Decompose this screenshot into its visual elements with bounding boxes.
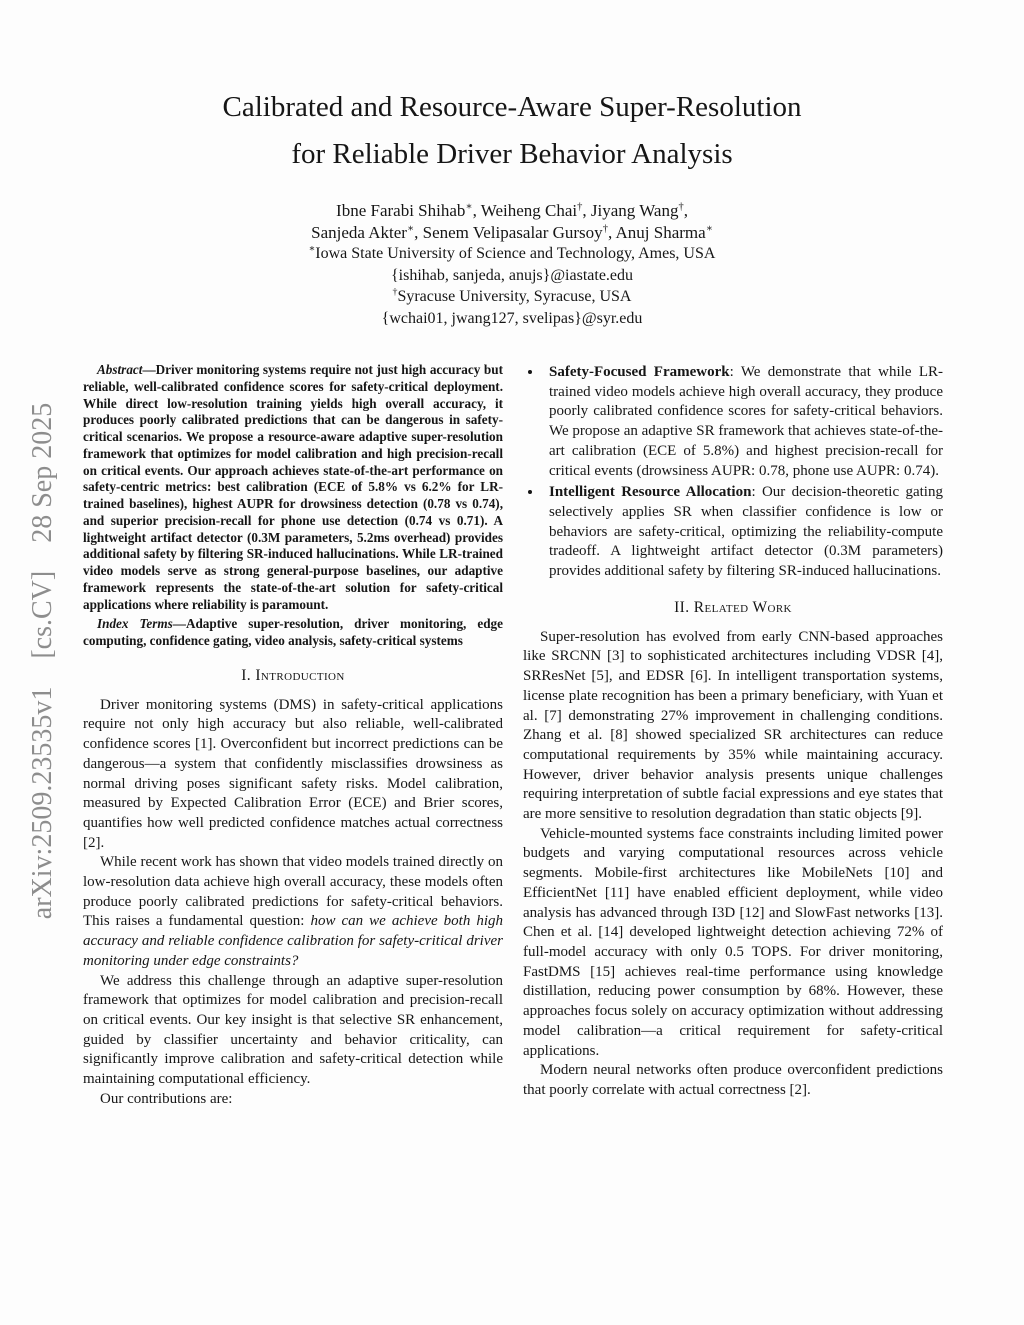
abstract-paragraph: Abstract—Driver monitoring systems require not just high accuracy but reliable, well-calibrated confidence scores for safety-critical deployment. While direct low-resolution training yields high overall accuracy, it produces poorly calibrated predictions that can be dangerous in safety-critical scenarios. We propose a resource-aware adaptive super-resolution framework that optimizes for model calibration and high precision-recall on critical events. Our approach achieves state-of-the-art performance on safety-centric metrics: best calibration (ECE of 5.8% vs 6.2% for LR-trained baselines), highest AUPR for drowsiness detection (0.78 vs 0.74), and superior precision-recall for phone use detection (0.74 vs 0.71). A lightweight artifact detector (0.3M parameters, 5.2ms overhead) provides additional safety by filtering SR-induced hallucinations. While LR-trained video models serve as strong general-purpose baselines, our adaptive framework represents the state-of-the-art solution for safety-critical applications where reliability is paramount.: [83, 362, 503, 612]
section-heading-related-work: II. Related Work: [674, 598, 792, 616]
intro-paragraph-2: While recent work has shown that video models trained directly on low-resolution data achieve high overall accuracy, these models often produce poorly calibrated predictions for safety-critical behaviors. This raises a fundamental question: how can we achieve both high accuracy and reliable confidence calibration for safety-critical driver monitoring under edge constraints?: [83, 854, 503, 969]
paper-title-line1: Calibrated and Resource-Aware Super-Resolution: [222, 91, 802, 123]
paper-title-line2: for Reliable Driver Behavior Analysis: [291, 138, 733, 170]
related-work-paragraph-3: Modern neural networks often produce overconfident predictions that poorly correlate with actual correctness [2].: [523, 1062, 943, 1098]
authors-block: [0, 200, 1024, 329]
right-column: [523, 362, 943, 1101]
affiliation-line-2: †Syracuse University, Syracuse, USA: [392, 286, 632, 305]
index-terms-paragraph: Index Terms—Adaptive super-resolution, driver monitoring, edge computing, confidence gating, video analysis, safety-critical systems: [83, 616, 503, 648]
contributions-list: [523, 363, 943, 582]
left-column: [83, 362, 503, 1110]
affiliation-line-1: ∗Iowa State University of Science and Technology, Ames, USA: [308, 243, 716, 262]
contributions-lead: Our contributions are:: [100, 1090, 233, 1107]
related-work-paragraph-2: Vehicle-mounted systems face constraints including limited power budgets and varying computational resources across vehicle segments. Mobile-first architectures like MobileNets [10] and EfficientNet [11] have enabled efficient deployment, while video analysis has advanced through I3D [12] and SlowFast networks [13]. Chen et al. [14] developed lightweight detection achieving 72% of full-model accuracy with only 0.5 TOPS. For driver monitoring, FastDMS [15] achieves real-time performance using knowledge distillation, reducing power consumption by 68%. However, these approaches focus solely on accuracy optimization without addressing model calibration—a critical requirement for safety-critical applications.: [523, 825, 943, 1059]
email-line-2: {wchai01, jwang127, svelipas}@syr.edu: [381, 309, 643, 327]
intro-paragraph-3: We address this challenge through an adaptive super-resolution framework that optimizes for model calibration and precision-recall on critical events. Our key insight is that selective SR enhancement, guided by classifier uncertainty and behavior criticality, can significantly improve calibration and safety-critical detection while maintaining computational efficiency.: [83, 972, 503, 1088]
related-work-paragraph-1: Super-resolution has evolved from early CNN-based approaches like SRCNN [3] to sophisticated architectures including VDSR [4], SRResNet [5], and EDSR [6]. In intelligent transportation systems, license plate recognition has been a primary beneficiary, with Yuan et al. [7] demonstrating 27% improvement in challenging conditions. Zhang et al. [8] showed specialized SR architectures can reduce computational requirements by 35% while maintaining accuracy. However, driver behavior analysis presents unique challenges requiring interpretation of subtle facial expressions and eye states that are more sensitive to resolution degradation than static objects [9].: [523, 628, 943, 823]
author-line-1: Ibne Farabi Shihab∗, Weiheng Chai†, Jiyang Wang†,: [336, 201, 688, 220]
contribution-item-intelligent-resource-allocation: • Intelligent Resource Allocation: Our decision-theoretic gating selectively applies SR when classifier confidence is low or behaviors are safety-critical, optimizing the reliability-compute tradeoff. A lightweight artifact detector (0.3M parameters) provides additional safety by filtering SR-induced hallucinations.: [543, 483, 943, 582]
arxiv-watermark: arXiv:2509.23535v1 [cs.CV] 28 Sep 2025: [27, 402, 58, 920]
email-line-1: {ishihab, sanjeda, anujs}@iastate.edu: [390, 266, 634, 284]
paper-title: [0, 84, 1024, 178]
contribution-item-safety-focused-framework: • Safety-Focused Framework: We demonstrate that while LR-trained video models achieve high overall accuracy, they produce poorly calibrated confidence scores for safety-critical behaviors. We propose an adaptive SR framework that achieves state-of-the-art calibration (ECE of 5.8%) and highest precision-recall for critical events (drowsiness AUPR: 0.78, phone use AUPR: 0.74).: [543, 363, 943, 481]
author-line-2: Sanjeda Akter∗, Senem Velipasalar Gursoy†, Anuj Sharma∗: [311, 222, 713, 242]
section-heading-introduction: I. Introduction: [241, 666, 345, 684]
intro-paragraph-1: Driver monitoring systems (DMS) in safety-critical applications require not only high accuracy but also reliable, well-calibrated confidence scores [1]. Overconfident but incorrect predictions can be dangerous—a system that confidently misclassifies drowsiness as normal driving poses significant safety risks. Model calibration, measured by Expected Calibration Error (ECE) and Brier scores, quantifies how well predicted confidence matches actual correctness [2].: [83, 696, 503, 851]
